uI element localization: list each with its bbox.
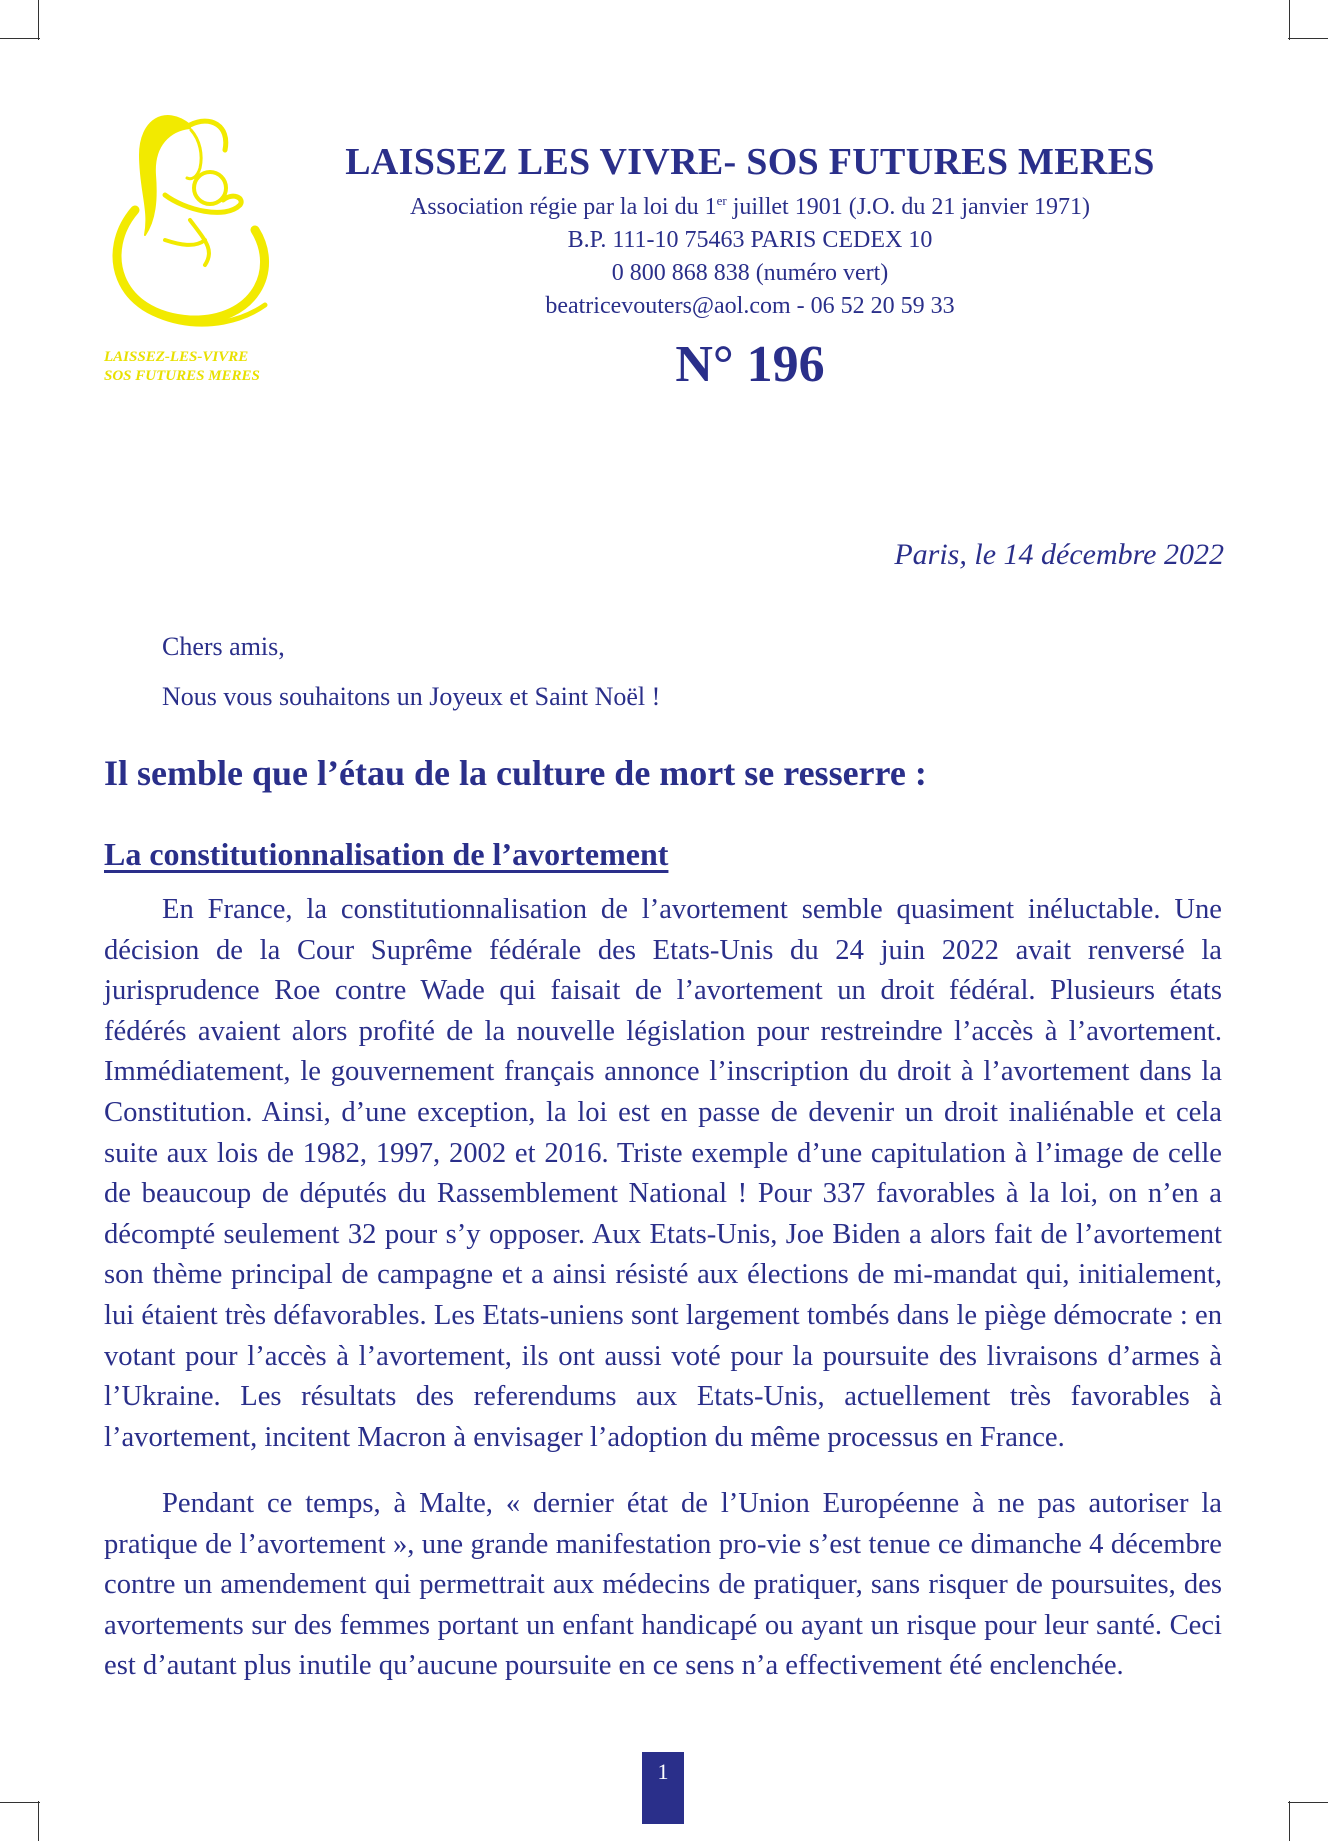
crop-mark bbox=[1288, 1802, 1328, 1803]
issue-number: N° 196 bbox=[675, 336, 825, 393]
logo-caption bbox=[104, 348, 304, 386]
crop-mark bbox=[38, 0, 39, 40]
paragraph: En France, la constitutionnalisation de l’avortement semble quasiment inéluctable. Une décision de la Cour Suprême fédérale des Etats-Unis du 24 juin 2022 avait renversé la jurisprudence Roe contre Wade qui faisait de l’avortement un droit fédéral. Plusieurs états fédérés avaient alors profité de la nouvelle législation pour restreindre l’accès à l’avortement. Immédiatement, le gouvernement français annonce l’inscription du droit à l’avortement dans la Constitution. Ainsi, d’une exception, la loi est en passe de devenir un droit inaliénable et cela suite aux lois de 1982, 1997, 2002 et 2016. Triste exemple d’une capitulation à l’image de celle de beaucoup de députés du Rassemblement National ! Pour 337 favorables à la loi, on n’en a décompté seulement 32 pour s’y opposer. Aux Etats-Unis, Joe Biden a alors fait de l’avortement son thème principal de campagne et a ainsi résisté aux élections de mi-mandat qui, initialement, lui étaient très défavorables. Les Etats-uniens sont largement tombés dans le piège démocrate : en votant pour l’accès à l’avortement, ils ont aussi voté pour la poursuite des livraisons d’armes à l’Ukraine. Les résultats des referendums aux Etats-Unis, actuellement très favorables à l’avortement, incitent Macron à envisager l’adoption du même processus en France. bbox=[104, 894, 1222, 1453]
law-line-before: Association régie par la loi du 1 bbox=[410, 194, 717, 220]
crop-mark bbox=[0, 38, 40, 39]
section-title: La constitutionnalisation de l’avortement bbox=[104, 836, 669, 872]
crop-mark bbox=[38, 1801, 39, 1841]
letterhead bbox=[300, 140, 1200, 395]
organization-name: LAISSEZ LES VIVRE- SOS FUTURES MERES bbox=[345, 141, 1155, 183]
phone-number: 0 800 868 838 (numéro vert) bbox=[611, 260, 889, 286]
page-number: 1 bbox=[642, 1752, 684, 1824]
paragraph: Pendant ce temps, à Malte, « dernier état de l’Union Européenne à ne pas autoriser la pratique de l’avortement », une grande manifestation pro-vie s’est tenue ce dimanche 4 décembre contre un amendement qui permettrait aux médecins de pratiquer, sans risquer de poursuites, des avortements sur des femmes portant un enfant handicapé ou ayant un risque pour leur santé. Ceci est d’autant plus inutile qu’aucune poursuite en ce sens n’a effectivement été enclenchée. bbox=[104, 1488, 1222, 1682]
crop-mark bbox=[1289, 1801, 1290, 1841]
letter-date: Paris, le 14 décembre 2022 bbox=[894, 538, 1224, 571]
crop-mark bbox=[1288, 38, 1328, 39]
law-line-after: juillet 1901 (J.O. du 21 janvier 1971) bbox=[726, 194, 1090, 220]
main-title: Il semble que l’étau de la culture de mort se resserre : bbox=[104, 753, 927, 793]
logo-caption-line2: SOS FUTURES MERES bbox=[104, 368, 260, 384]
crop-mark bbox=[1289, 0, 1290, 40]
law-line-sup: er bbox=[716, 193, 727, 208]
crop-mark bbox=[0, 1802, 40, 1803]
holiday-wishes: Nous vous souhaitons un Joyeux et Saint Noël ! bbox=[162, 682, 661, 711]
law-line bbox=[300, 184, 1200, 224]
mother-and-child-logo-icon bbox=[95, 100, 295, 345]
salutation: Chers amis, bbox=[162, 632, 285, 661]
postal-address: B.P. 111-10 75463 PARIS CEDEX 10 bbox=[567, 227, 933, 253]
contact-line: beatricevouters@aol.com - 06 52 20 59 33 bbox=[545, 293, 955, 319]
logo-caption-line1: LAISSEZ-LES-VIVRE bbox=[104, 349, 249, 365]
